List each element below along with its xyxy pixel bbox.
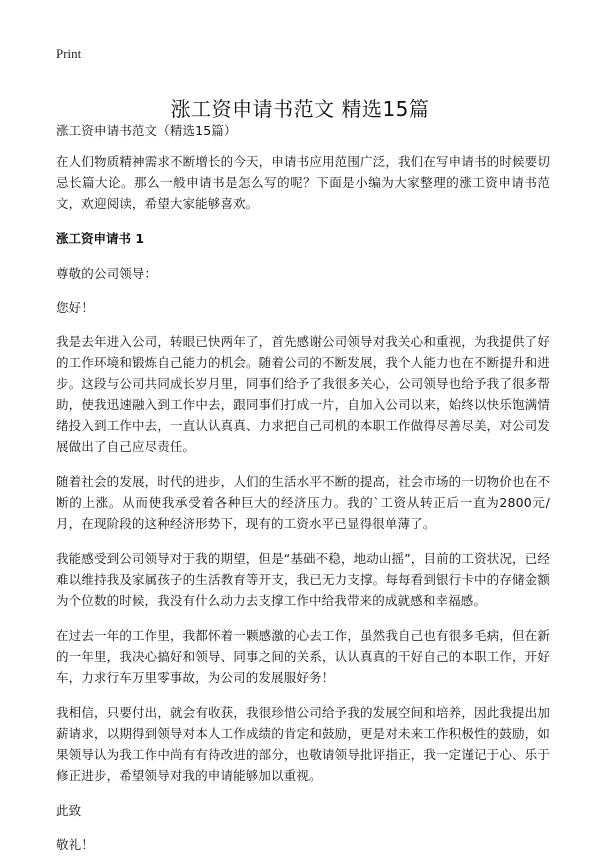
body-paragraph: 我是去年进入公司，转眼已快两年了，首先感谢公司领导对我关心和重视，为我提供了好的工作环境和锻炼自己能力的机会。随着公司的不断发展，我个人能力也在不断提升和进步。这段与公司共同成长岁月里，同事们给予了我很多关心，公司领导也给予我了很多帮助，使我迅速融入到工作中去，跟同事们打成一片，自加入公司以来，始终以快乐饱满情绪投入到工作中去，一直认认真真、力求把自己司机的本职工作做得尽善尽美，对公司发展做出了自己应尽责任。 <box>56 334 550 454</box>
body-paragraph: 我能感受到公司领导对于我的期望，但是“基础不稳，地动山摇”，目前的工资状况，已经难以维持我及家属孩子的生活教育等开支，我已无力支撑。每每看到银行卡中的存储金额为个位数的时候，我没有什么动力去支撑工作中给我带来的成就感和幸福感。 <box>56 551 550 608</box>
body-paragraph: 我相信，只要付出，就会有收获，我很珍惜公司给予我的发展空间和培养，因此我提出加薪请求，以期得到领导对本人工作成绩的肯定和鼓励，更是对未来工作积极性的鼓励，如果领导认为我工作中尚有有待改进的部分，也敬请领导批评指正，我一定谨记于心、乐于修正进步，希望领导对我的申请能够加以重视。 <box>56 705 550 783</box>
salutation: 尊敬的公司领导： <box>56 266 158 281</box>
document-body <box>56 120 550 868</box>
closing-salute: 敬礼！ <box>56 837 94 852</box>
greeting: 您好！ <box>56 300 94 315</box>
document-subtitle: 涨工资申请书范文（精选15篇） <box>56 123 237 138</box>
body-paragraph: 在过去一年的工作里，我都怀着一颗感激的心去工作，虽然我自己也有很多毛病，但在新的一年里，我决心搞好和领导、同事之间的关系，认认真真的干好自己的本职工作，开好车，力求行车万里零事故，为公司的发展服好务！ <box>56 628 550 685</box>
document-title: 涨工资申请书范文 精选15篇 <box>170 97 430 122</box>
print-label: Print <box>56 46 82 61</box>
body-paragraph: 随着社会的发展，时代的进步，人们的生活水平不断的提高，社会市场的一切物价也在不断的上涨。从而使我承受着各种巨大的经济压力。我的`工资从转正后一直为2800元/月，在现阶段的这种经济形势下，现有的工资水平已显得很单薄了。 <box>56 474 550 531</box>
intro-paragraph: 在人们物质精神需求不断增长的今天，申请书应用范围广泛，我们在写申请书的时候要切忌长篇大论。那么一般申请书是怎么写的呢？下面是小编为大家整理的涨工资申请书范文，欢迎阅读，希望大家能够喜欢。 <box>56 154 550 211</box>
section-heading: 涨工资申请书 1 <box>56 231 145 246</box>
closing-line: 此致 <box>56 803 82 818</box>
